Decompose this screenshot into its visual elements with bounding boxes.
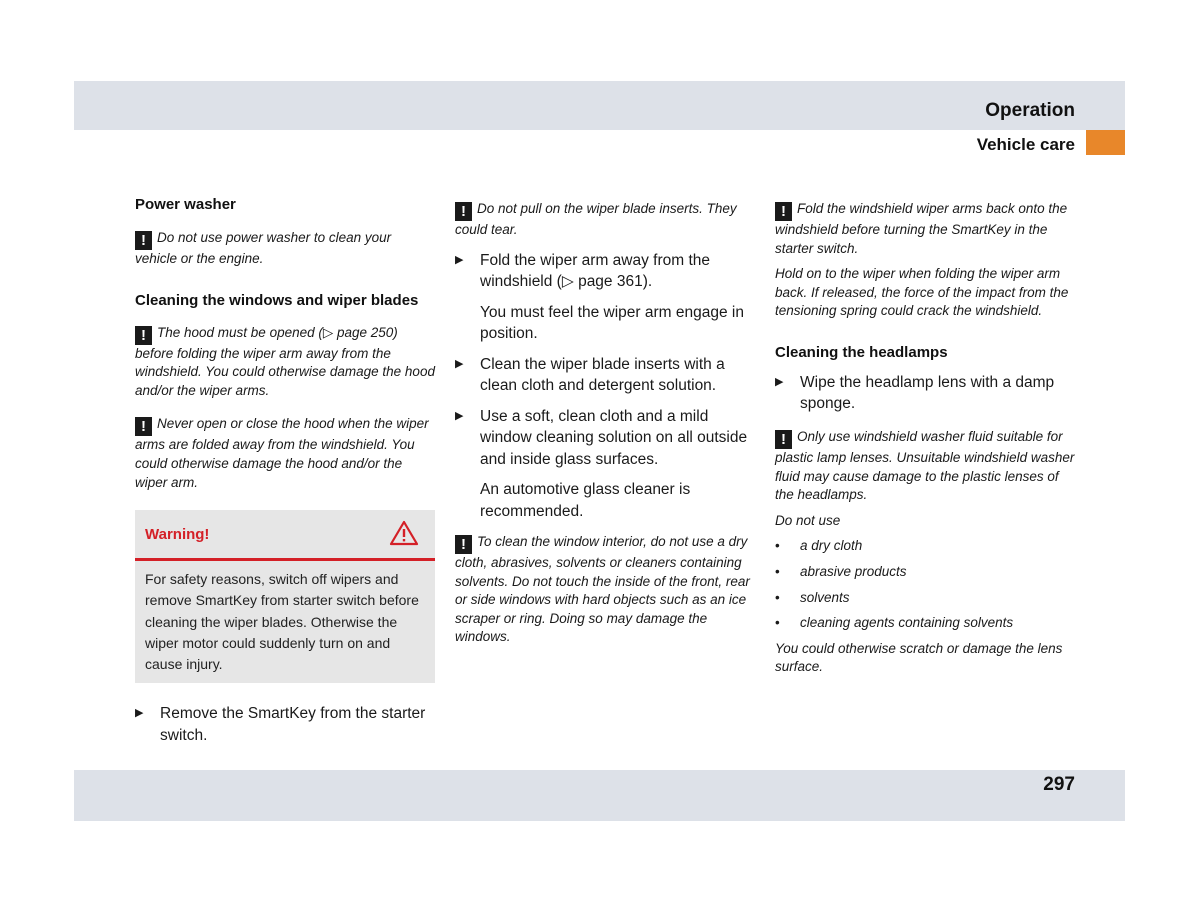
list-item xyxy=(775,537,1075,556)
warning-label: Warning! xyxy=(145,526,210,544)
hood-note xyxy=(135,324,435,401)
feel-engage-text: You must feel the wiper arm engage in position. xyxy=(480,303,744,343)
clean-inserts-step xyxy=(455,354,755,397)
never-open-note-text: Never open or close the hood when the wiper arms are folded away from the windshield. You could otherwise damage the hood and/or the wiper arm. xyxy=(135,416,429,490)
fold-arm-step-text: Fold the wiper arm away from the windshield (▷ page 361). xyxy=(480,251,711,291)
headlamps-heading: Cleaning the headlamps xyxy=(775,343,948,361)
remove-smartkey-step-text: Remove the SmartKey from the starter switch. xyxy=(160,705,426,744)
column-3 xyxy=(775,195,1075,677)
bullet-icon: • xyxy=(775,589,780,605)
step-arrow-icon: ▶ xyxy=(775,375,784,388)
exclamation-icon: ! xyxy=(775,430,792,449)
power-washer-note-text: Do not use power washer to clean your vehicle or the engine. xyxy=(135,230,392,266)
do-not-use-label: Do not use xyxy=(775,512,841,528)
soft-cloth-step xyxy=(455,406,755,471)
pull-note xyxy=(455,200,755,240)
bullet-icon: • xyxy=(775,538,780,554)
list-item-text: a dry cloth xyxy=(800,538,863,554)
step-arrow-icon: ▶ xyxy=(455,357,464,370)
column-2 xyxy=(455,195,755,647)
list-item-text: abrasive products xyxy=(800,563,907,579)
exclamation-icon: ! xyxy=(135,231,152,250)
bullet-icon: • xyxy=(775,563,780,579)
section-subtitle: Vehicle care xyxy=(976,135,1075,154)
wipe-lens-step xyxy=(775,372,1075,415)
section-title: Operation xyxy=(985,100,1075,121)
power-washer-heading: Power washer xyxy=(135,196,236,213)
fold-arm-step xyxy=(455,250,755,293)
hood-note-text: The hood must be opened (▷ page 250) before folding the wiper arm away from the windshield. You could otherwise damage the hood and/or the wiper arms. xyxy=(135,324,435,398)
warning-box xyxy=(135,510,435,683)
power-washer-note xyxy=(135,229,435,269)
soft-cloth-step-text: Use a soft, clean cloth and a mild window cleaning solution on all outside and inside glass surfaces. xyxy=(480,407,748,468)
exclamation-icon: ! xyxy=(135,417,152,436)
washer-fluid-note-text: Only use windshield washer fluid suitable for plastic lamp lenses. Unsuitable windshield washer fluid may cause damage to the plastic lenses of the headlamps. xyxy=(775,428,1075,503)
step-arrow-icon: ▶ xyxy=(455,409,464,422)
column-1 xyxy=(135,195,435,746)
exclamation-icon: ! xyxy=(455,202,472,221)
list-item xyxy=(775,589,1075,608)
clean-inserts-step-text: Clean the wiper blade inserts with a clean cloth and detergent solution. xyxy=(480,355,725,395)
never-open-note xyxy=(135,415,435,492)
wipe-lens-step-text: Wipe the headlamp lens with a damp sponge. xyxy=(800,373,1055,413)
exclamation-icon: ! xyxy=(775,202,792,221)
interior-note xyxy=(455,533,755,647)
fold-back-note xyxy=(775,200,1075,258)
section-tab-marker xyxy=(1086,130,1125,155)
warning-text: For safety reasons, switch off wipers and remove SmartKey from starter switch before cleaning the wiper blades. Otherwise the wiper motor could suddenly turn on and cause injury. xyxy=(145,571,419,672)
fold-back-note-text: Fold the windshield wiper arms back onto the windshield before turning the SmartKey in the starter switch. xyxy=(775,201,1068,256)
cleaning-windows-heading: Cleaning the windows and wiper blades xyxy=(135,291,419,309)
list-item xyxy=(775,614,1075,633)
washer-fluid-note xyxy=(775,428,1075,505)
list-item xyxy=(775,563,1075,582)
hold-wiper-text: Hold on to the wiper when folding the wiper arm back. If released, the force of the impact from the tensioning spring could crack the windshield. xyxy=(775,266,1069,319)
glass-cleaner-text: An automotive glass cleaner is recommended. xyxy=(480,481,691,520)
step-arrow-icon: ▶ xyxy=(455,253,464,266)
remove-smartkey-step xyxy=(135,703,435,746)
scratch-warning-text: You could otherwise scratch or damage the lens surface. xyxy=(775,640,1063,675)
pull-note-text: Do not pull on the wiper blade inserts. They could tear. xyxy=(455,201,737,237)
warning-triangle-icon xyxy=(389,520,419,546)
footer-band xyxy=(74,770,1125,821)
step-arrow-icon: ▶ xyxy=(135,707,144,720)
page-number: 297 xyxy=(1043,774,1075,795)
exclamation-icon: ! xyxy=(135,326,152,345)
list-item-text: cleaning agents containing solvents xyxy=(800,615,1014,631)
header-band xyxy=(74,81,1125,130)
warning-header xyxy=(135,510,435,561)
exclamation-icon: ! xyxy=(455,535,472,554)
list-item-text: solvents xyxy=(800,589,850,605)
bullet-icon: • xyxy=(775,615,780,631)
interior-note-text: To clean the window interior, do not use a dry cloth, abrasives, solvents or cleaners containing solvents. Do not touch the inside of the front, rear or side windows with hard objects such as an ice scraper or ring. Doing so may damage the windows. xyxy=(455,534,750,645)
